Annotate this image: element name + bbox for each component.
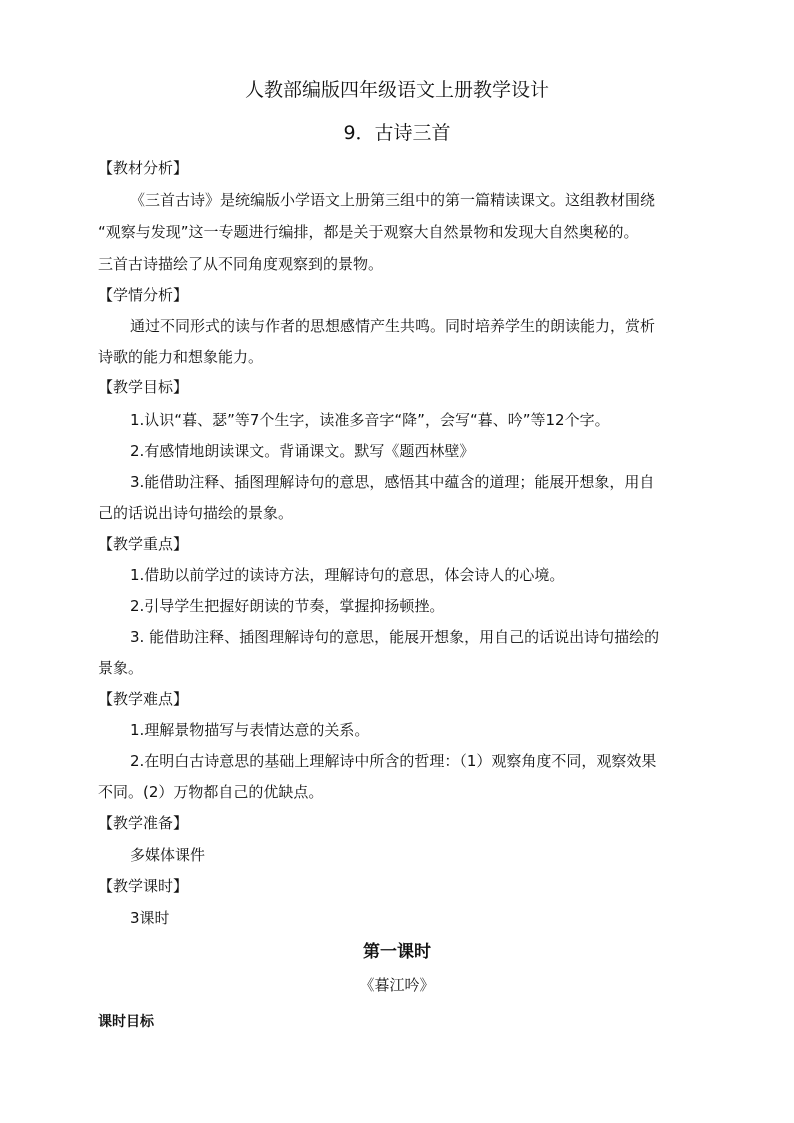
student-line-1: 通过不同形式的读与作者的思想感情产生共鸣。同时培养学生的朗读能力，赏析 xyxy=(130,317,656,335)
focus-line-2: 2.引导学生把握好朗读的节奏，掌握抑扬顿挫。 xyxy=(130,597,445,615)
section-heading-goals: 【教学目标】 xyxy=(98,378,189,396)
time-line-1: 3课时 xyxy=(130,909,170,927)
goal-line-2: 2.有感情地朗读课文。背诵课文。默写《题西林壁》 xyxy=(130,442,475,460)
section-heading-prep: 【教学准备】 xyxy=(98,814,189,832)
focus-line-3: 3. 能借助注释、插图理解诗句的意思，能展开想象，用自己的话说出诗句描绘的 xyxy=(130,628,660,646)
section-heading-focus: 【教学重点】 xyxy=(98,535,189,553)
focus-line-1: 1.借助以前学过的读诗方法，理解诗句的意思，体会诗人的心境。 xyxy=(130,566,565,584)
student-line-2: 诗歌的能力和想象能力。 xyxy=(98,348,264,366)
difficulty-line-1: 1.理解景物描写与表情达意的关系。 xyxy=(130,721,370,739)
material-line-1: 《三首古诗》是统编版小学语文上册第三组中的第一篇精读课文。这组教材围绕 xyxy=(130,191,656,209)
section-heading-time: 【教学课时】 xyxy=(98,877,189,895)
section-heading-material: 【教材分析】 xyxy=(98,159,189,177)
lesson-objective-label: 课时目标 xyxy=(98,1014,154,1030)
goal-line-4: 己的话说出诗句描绘的景象。 xyxy=(98,504,294,522)
material-line-2: “观察与发现”这一专题进行编排，都是关于观察大自然景物和发现大自然奥秘的。 xyxy=(98,223,639,241)
lesson-title: 第一课时 xyxy=(363,942,431,962)
goal-line-1: 1.认识“暮、瑟”等7个生字，读准多音字“降”，会写“暮、吟”等12个字。 xyxy=(130,411,610,429)
poem-title: 《暮江吟》 xyxy=(359,976,435,994)
difficulty-line-3: 不同。(2）万物都自己的优缺点。 xyxy=(98,783,324,801)
section-heading-difficulty: 【教学难点】 xyxy=(98,690,189,708)
focus-line-4: 景象。 xyxy=(98,659,144,677)
document-title: 人教部编版四年级语文上册教学设计 xyxy=(244,79,549,101)
lesson-subtitle: 9．古诗三首 xyxy=(343,122,451,144)
prep-line-1: 多媒体课件 xyxy=(130,846,206,864)
difficulty-line-2: 2.在明白古诗意思的基础上理解诗中所含的哲理：（1）观察角度不同，观察效果 xyxy=(130,752,657,770)
section-heading-student: 【学情分析】 xyxy=(98,286,189,304)
material-line-3: 三首古诗描绘了从不同角度观察到的景物。 xyxy=(98,255,384,273)
goal-line-3: 3.能借助注释、插图理解诗句的意思，感悟其中蕴含的道理；能展开想象，用自 xyxy=(130,473,655,491)
